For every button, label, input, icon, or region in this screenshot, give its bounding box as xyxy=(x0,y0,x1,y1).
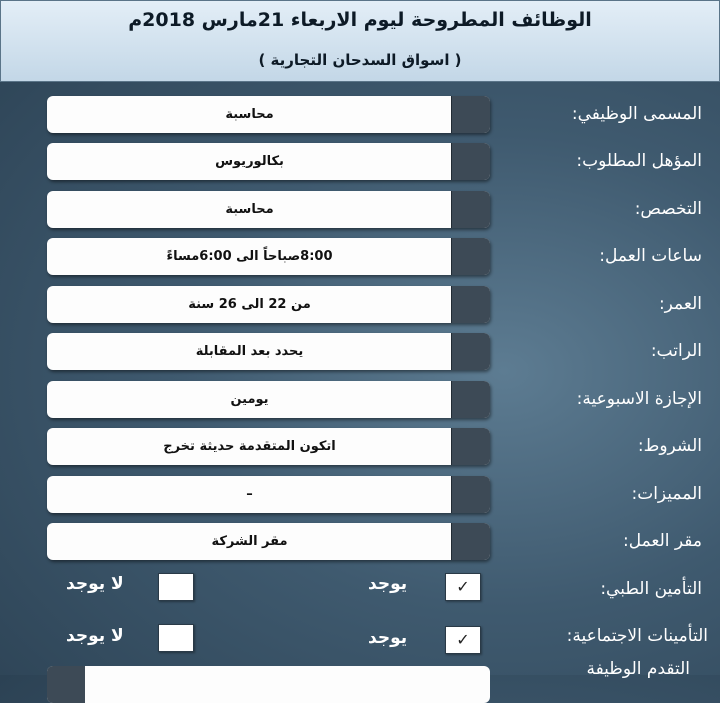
age-value: من 22 الى 26 سنة xyxy=(188,297,311,312)
field-tab xyxy=(451,238,490,275)
apply-label: التقدم الوظيفة xyxy=(586,659,690,679)
work-hours-value: 8:00صباحاً الى 6:00مساءً xyxy=(166,249,333,264)
job-title-value: محاسبة xyxy=(225,107,274,122)
apply-field xyxy=(47,666,490,703)
conditions-label: الشروط: xyxy=(637,436,702,456)
field-tab xyxy=(451,381,490,418)
salary-field xyxy=(47,333,490,370)
work-location-value: مقر الشركة xyxy=(211,534,288,549)
age-label: العمر: xyxy=(658,294,702,314)
social-yes-label: يوجد xyxy=(368,628,408,648)
social-no-label: لا يوجد xyxy=(66,626,124,646)
benefits-field xyxy=(47,476,490,513)
work-hours-field xyxy=(47,238,490,275)
qualification-value: بكالوريوس xyxy=(215,154,284,169)
benefits-value: – xyxy=(246,487,253,502)
age-field xyxy=(47,286,490,323)
job-title-label: المسمى الوظيفي: xyxy=(571,104,702,124)
field-tab xyxy=(451,333,490,370)
conditions-field xyxy=(47,428,490,465)
benefits-label: المميزات: xyxy=(631,484,702,504)
specialization-label: التخصص: xyxy=(634,199,702,219)
weekly-leave-value: يومين xyxy=(230,392,269,407)
field-tab xyxy=(451,286,490,323)
field-tab xyxy=(47,666,85,703)
page-title: الوظائف المطروحة ليوم الاربعاء 21مارس 2018م xyxy=(128,9,592,31)
social-no-checkbox[interactable] xyxy=(158,624,194,652)
specialization-field xyxy=(47,191,490,228)
medical-yes-label: يوجد xyxy=(368,574,408,594)
field-tab xyxy=(451,96,490,133)
conditions-value: اتكون المتقدمة حديثة تخرج xyxy=(163,439,336,454)
header-banner xyxy=(0,0,720,82)
field-tab xyxy=(451,143,490,180)
social-yes-checkbox[interactable]: ✓ xyxy=(445,626,481,654)
social-insurance-label: التأمينات الاجتماعية: xyxy=(566,626,708,646)
weekly-leave-label: الإجازة الاسبوعية: xyxy=(576,389,702,409)
field-tab xyxy=(451,191,490,228)
work-location-label: مقر العمل: xyxy=(622,531,702,551)
field-tab xyxy=(451,428,490,465)
field-tab xyxy=(451,476,490,513)
qualification-label: المؤهل المطلوب: xyxy=(576,151,702,171)
salary-label: الراتب: xyxy=(650,341,702,361)
salary-value: يحدد بعد المقابلة xyxy=(195,344,304,359)
qualification-field xyxy=(47,143,490,180)
job-title-field xyxy=(47,96,490,133)
weekly-leave-field xyxy=(47,381,490,418)
work-hours-label: ساعات العمل: xyxy=(599,246,702,266)
field-tab xyxy=(451,523,490,560)
medical-yes-checkbox[interactable]: ✓ xyxy=(445,573,481,601)
work-location-field xyxy=(47,523,490,560)
company-name: ( اسواق السدحان التجارية ) xyxy=(258,51,462,69)
specialization-value: محاسبة xyxy=(225,202,274,217)
medical-no-checkbox[interactable] xyxy=(158,573,194,601)
medical-insurance-label: التأمين الطبي: xyxy=(600,579,702,599)
medical-no-label: لا يوجد xyxy=(66,574,124,594)
